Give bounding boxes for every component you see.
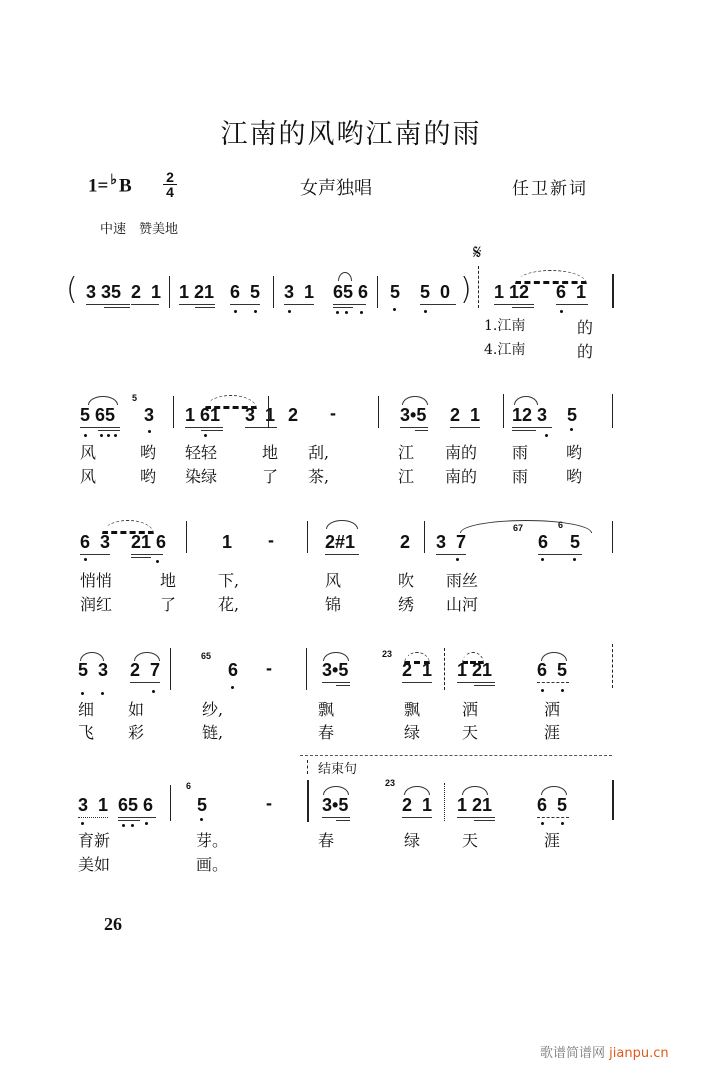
slur — [326, 520, 358, 529]
lyric: 地 — [262, 443, 279, 462]
note-single: 1 — [222, 532, 233, 552]
underline — [179, 304, 215, 305]
grace-note: 65 — [201, 651, 212, 661]
underline — [538, 554, 582, 555]
note-group: 1 21 — [457, 660, 493, 680]
note-single: 5 — [197, 795, 208, 815]
tempo-marking: 中速 赞美地 — [100, 222, 179, 237]
note-group: 12 3 — [512, 405, 548, 425]
note-group: 6 3 — [80, 532, 111, 552]
underline — [104, 307, 130, 308]
low-dot — [156, 560, 159, 563]
barline — [444, 648, 445, 690]
lyric: 下, — [218, 571, 240, 590]
note-group: 6 5 — [537, 795, 568, 815]
underline — [556, 304, 588, 305]
barline — [170, 648, 171, 690]
note-group: 65 6 — [333, 282, 369, 302]
low-dot — [114, 434, 117, 437]
underline — [201, 430, 223, 431]
low-dot — [145, 822, 148, 825]
low-dot — [541, 822, 544, 825]
lyric: 江 — [398, 467, 415, 486]
grace-note: 67 — [513, 523, 524, 533]
underline — [333, 307, 353, 308]
low-dot — [561, 689, 564, 692]
low-dot — [122, 824, 125, 827]
underline — [130, 682, 160, 683]
barline — [377, 276, 378, 308]
underline — [457, 817, 495, 818]
note-group: 1 21 — [457, 795, 493, 815]
lyric: 悄悄 — [80, 571, 113, 590]
lyric: 画。 — [196, 855, 229, 874]
low-dot — [424, 310, 427, 313]
lyric: 染绿 — [185, 467, 218, 486]
underline — [336, 820, 350, 821]
barline — [306, 648, 307, 690]
lyric: 雨 — [512, 443, 529, 462]
low-dot — [231, 686, 234, 689]
note-group: 3 1 — [284, 282, 315, 302]
lyric: 风 — [325, 571, 342, 590]
low-dot — [393, 308, 396, 311]
note-group: 3•5 — [400, 405, 427, 425]
dash: - — [266, 658, 272, 678]
lyric: 花, — [218, 595, 240, 614]
lyric: 绣 — [398, 595, 415, 614]
underline — [118, 820, 140, 821]
low-dot — [204, 434, 207, 437]
lyric: 了 — [262, 467, 279, 486]
lyric: 天 — [462, 723, 479, 742]
note-single: 3 — [144, 405, 155, 425]
barline — [503, 394, 504, 428]
lyric: 风 — [80, 467, 97, 486]
low-dot — [336, 311, 339, 314]
underline — [80, 427, 120, 428]
underline — [86, 304, 130, 305]
slur — [88, 396, 118, 405]
low-dot — [545, 434, 548, 437]
underline — [457, 682, 495, 683]
lyric: 绿 — [404, 831, 421, 850]
underline — [80, 554, 110, 555]
underline — [537, 682, 569, 683]
underline — [537, 817, 569, 818]
low-dot — [84, 558, 87, 561]
lyricist-credit: 任卫新词 — [512, 179, 588, 199]
underline — [195, 307, 215, 308]
lyric: 润红 — [80, 595, 113, 614]
low-dot — [573, 558, 576, 561]
underline — [512, 427, 552, 428]
barline — [612, 394, 613, 428]
underline — [131, 554, 163, 555]
low-dot — [200, 818, 203, 821]
note-group: 1 12 — [494, 282, 530, 302]
barline — [186, 521, 187, 553]
note-single: 5 — [390, 282, 401, 302]
watermark — [540, 1042, 669, 1061]
low-dot — [560, 310, 563, 313]
note-group: 6 5 — [537, 660, 568, 680]
low-dot — [288, 310, 291, 313]
open-paren: ( — [66, 272, 78, 307]
watermark-en: jianpu.cn — [609, 1046, 669, 1061]
low-dot — [345, 311, 348, 314]
barline — [612, 274, 614, 308]
note-group: 3 35 — [86, 282, 122, 302]
note-group: 1 61 — [185, 405, 221, 425]
note-group: 3•5 — [322, 660, 349, 680]
dash: - — [330, 403, 336, 423]
note-group: 5 0 — [420, 282, 451, 302]
lyric: 飘 — [404, 700, 421, 719]
underline — [400, 427, 428, 428]
barline — [612, 780, 614, 820]
underline — [450, 427, 480, 428]
lyric: 雨丝 — [446, 571, 479, 590]
lyric: 美如 — [78, 855, 111, 874]
barline — [612, 644, 613, 688]
underline — [512, 307, 534, 308]
lyric: 洒 — [462, 700, 479, 719]
underline — [322, 817, 350, 818]
time-bottom: 4 — [166, 184, 174, 200]
lyric: 彩 — [128, 723, 145, 742]
key-signature — [88, 172, 132, 197]
time-top: 2 — [166, 169, 174, 185]
note-single: 2 — [288, 405, 299, 425]
underline — [131, 304, 159, 305]
lyric: 如 — [128, 700, 145, 719]
note-group: 3 7 — [436, 532, 467, 552]
key-prefix: 1= — [88, 175, 109, 197]
note-group: 5 65 — [80, 405, 116, 425]
barline — [268, 396, 269, 428]
underline — [494, 304, 534, 305]
underline — [230, 304, 260, 305]
note-group: 2 1 — [402, 795, 433, 815]
low-dot — [234, 310, 237, 313]
barline — [169, 276, 170, 308]
lyric: 飞 — [78, 723, 95, 742]
low-dot — [570, 428, 573, 431]
barline — [478, 266, 479, 308]
lyric: 江 — [398, 443, 415, 462]
lyric: 刮, — [308, 443, 330, 462]
low-dot — [360, 311, 363, 314]
dash: - — [266, 793, 272, 813]
lyric: 细 — [78, 700, 95, 719]
segno-icon: 𝄋 — [473, 240, 482, 264]
watermark-cn: 歌谱简谱网 — [540, 1046, 606, 1061]
note-group: 21 6 — [131, 532, 167, 552]
barline — [173, 396, 174, 428]
note-group: 3 1 — [245, 405, 276, 425]
song-title: 江南的风哟江南的雨 — [220, 119, 482, 150]
dash: - — [268, 530, 274, 550]
lyric: 春 — [318, 723, 335, 742]
lyric: 纱, — [202, 700, 224, 719]
slur — [402, 396, 428, 405]
underline — [402, 817, 432, 818]
low-dot — [81, 692, 84, 695]
underline — [284, 304, 314, 305]
grace-note: 23 — [385, 778, 396, 788]
lyric: 雨 — [512, 467, 529, 486]
lyric: 哟 — [140, 467, 157, 486]
page-number: 26 — [104, 914, 122, 934]
lyric: 南的 — [445, 443, 478, 462]
ending-label: 结束句 — [318, 762, 358, 777]
note-single: 6 — [228, 660, 239, 680]
grace-note: 6 — [558, 520, 564, 530]
slur — [323, 786, 349, 795]
note-single: 6 — [538, 532, 549, 552]
lyric: 育新 — [78, 831, 111, 850]
slur — [541, 786, 567, 795]
underline — [118, 817, 156, 818]
lyric: 地 — [160, 571, 177, 590]
grace-note: 5 — [132, 393, 138, 403]
note-group: 6 1 — [556, 282, 587, 302]
underline — [474, 820, 495, 821]
barline — [378, 396, 379, 428]
lyric: 春 — [318, 831, 335, 850]
ending-bracket-edge — [307, 760, 308, 774]
underline — [78, 817, 108, 818]
low-dot — [254, 310, 257, 313]
slur — [338, 272, 352, 281]
low-dot — [107, 434, 110, 437]
lyric: 轻轻 — [185, 443, 218, 462]
low-dot — [561, 822, 564, 825]
underline — [415, 430, 428, 431]
underline — [245, 427, 277, 428]
note-single: 5 — [570, 532, 581, 552]
lyric: 飘 — [318, 700, 335, 719]
barline — [170, 785, 171, 821]
lyric: 茶, — [308, 467, 330, 486]
slur — [404, 786, 430, 795]
lyric: 吹 — [398, 571, 415, 590]
close-paren: ) — [460, 272, 472, 307]
underline — [512, 430, 536, 431]
ending-bracket — [300, 755, 612, 756]
barline — [273, 276, 274, 308]
low-dot — [541, 689, 544, 692]
slur — [462, 786, 488, 795]
underline — [402, 682, 432, 683]
key-note: B — [118, 175, 132, 197]
barline — [307, 521, 308, 553]
lyric: 链, — [202, 723, 224, 742]
note-group: 3•5 — [322, 795, 349, 815]
underline — [325, 554, 359, 555]
low-dot — [541, 558, 544, 561]
note-group: 5 3 — [78, 660, 109, 680]
performance-type: 女声独唱 — [300, 178, 372, 199]
barline — [612, 521, 613, 553]
lyric: 天 — [462, 831, 479, 850]
lyric: 1.江南 — [484, 318, 526, 334]
barline — [444, 783, 445, 821]
note-single: 2 — [400, 532, 411, 552]
lyric: 4.江南 — [484, 342, 526, 358]
underline — [322, 682, 350, 683]
lyric: 绿 — [404, 723, 421, 742]
low-dot — [152, 690, 155, 693]
note-group: 2 1 — [131, 282, 162, 302]
lyric: 哟 — [566, 467, 583, 486]
lyric: 涯 — [544, 723, 561, 742]
note-group: 3 1 — [78, 795, 109, 815]
lyric: 的 — [577, 342, 594, 361]
underline — [420, 304, 456, 305]
note-group: 6 5 — [230, 282, 261, 302]
barline — [307, 780, 309, 822]
lyric: 了 — [160, 595, 177, 614]
underline — [436, 554, 466, 555]
flat-icon: ♭ — [110, 173, 117, 188]
slur — [514, 396, 538, 405]
note-single: 5 — [567, 405, 578, 425]
low-dot — [148, 430, 151, 433]
lyric: 山河 — [446, 595, 479, 614]
underline — [474, 685, 495, 686]
low-dot — [131, 824, 134, 827]
lyric: 的 — [577, 318, 594, 337]
note-group: 2 7 — [130, 660, 161, 680]
note-group: 2 1 — [450, 405, 481, 425]
note-group: 65 6 — [118, 795, 154, 815]
lyric: 哟 — [140, 443, 157, 462]
lyric: 芽。 — [196, 831, 229, 850]
grace-note: 6 — [186, 781, 192, 791]
note-group: 2#1 — [325, 532, 356, 552]
lyric: 南的 — [445, 467, 478, 486]
note-group: 1 21 — [179, 282, 215, 302]
underline — [131, 557, 151, 558]
low-dot — [101, 692, 104, 695]
lyric: 涯 — [544, 831, 561, 850]
grace-note: 23 — [382, 649, 393, 659]
time-signature — [163, 170, 177, 199]
low-dot — [456, 558, 459, 561]
lyric: 锦 — [325, 595, 342, 614]
low-dot — [100, 434, 103, 437]
low-dot — [81, 822, 84, 825]
note-group: 2 1 — [402, 660, 433, 680]
lyric: 风 — [80, 443, 97, 462]
low-dot — [84, 434, 87, 437]
lyric: 洒 — [544, 700, 561, 719]
barline — [424, 521, 425, 553]
underline — [185, 427, 223, 428]
underline — [98, 430, 120, 431]
underline — [336, 685, 350, 686]
underline — [333, 304, 366, 305]
lyric: 哟 — [566, 443, 583, 462]
